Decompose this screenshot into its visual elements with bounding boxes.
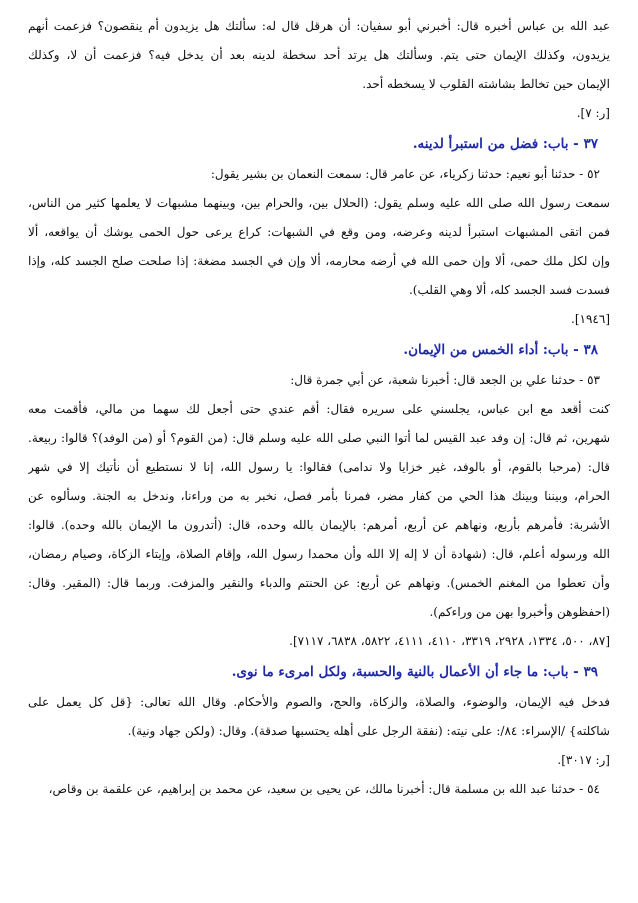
text-line: الأشربة: فأمرهم بأربع، ونهاهم عن أربع، أمرهم: بالإيمان بالله وحده، قال: (أتدرون ما الإيمان بالله وحده). قالوا: xyxy=(28,518,610,532)
chapter-heading-37: ٣٧ - باب: فضل من استبرأ لدينه. xyxy=(412,136,598,152)
hadith-chain: ٥٢ - حدثنا أبو نعيم: حدثنا زكرياء، عن عامر قال: سمعت النعمان بن بشير يقول: xyxy=(210,167,600,181)
hadith-chain: ٥٤ - حدثنا عبد الله بن مسلمة قال: أخبرنا مالك، عن يحيى بن سعيد، عن محمد بن إبراهيم، عن علقمة بن وقاص، xyxy=(48,782,600,796)
text-line: فمن اتقى المشبهات استبرأ لدينه وعرضه، ومن وقع في الشبهات: كراع يرعى حول الحمى يوشك أن يواقعه، ألا xyxy=(28,225,610,239)
text-line: الله ورسوله أعلم، قال: (شهادة أن لا إله إلا الله وأن محمدا رسول الله، وإقام الصلاة، وإيتاء الزكاة، وصيام رمضان، xyxy=(28,547,610,561)
text-line: قال: (مرحبا بالقوم، أو بالوفد، غير خزايا ولا ندامى) فقالوا: يا رسول الله، إنا لا نستطيع أن نأتيك إلا في شهر xyxy=(28,460,610,474)
text-line: شهرين، ثم قال: إن وفد عبد القيس لما أتوا النبي صلى الله عليه وسلم قال: (من القوم؟ أو (من الوفد)؟ قالوا: ربيعة. xyxy=(28,431,610,445)
chapter-heading-39: ٣٩ - باب: ما جاء أن الأعمال بالنية والحسبة، ولكل امرىء ما نوى. xyxy=(231,664,598,680)
text-line: الحرام، وبيننا وبينك هذا الحي من كفار مضر، فمرنا بأمر فصل، نخبر به من وراءنا، وندخل به الجنة. وسألوه عن xyxy=(28,489,610,503)
text-line: وأن تعطوا من المغنم الخمس). ونهاهم عن أربع: عن الحنتم والدباء والنقير والمزفت. وربما قال: (المقير. وقال: xyxy=(28,576,610,590)
hadith-chain: ٥٣ - حدثنا علي بن الجعد قال: أخبرنا شعبة، عن أبي جمرة قال: xyxy=(290,373,600,387)
text-line: فدخل فيه الإيمان، والوضوء، والصلاة، والزكاة، والحج، والصوم والأحكام. وقال الله تعالى: {قل كل يعمل على xyxy=(28,695,610,709)
text-line: (احفظوهن وأخبروا بهن من وراءكم). xyxy=(429,605,610,619)
text-line: كنت أقعد مع ابن عباس، يجلسني على سريره فقال: أقم عندي حتى أجعل لك سهما من مالي، فأقمت معه xyxy=(28,402,610,416)
text-line: الإيمان حين تخالط بشاشته القلوب لا يسخطه أحد. xyxy=(362,77,610,91)
cross-reference: [١٩٤٦]. xyxy=(571,312,610,326)
text-line: فسدت فسد الجسد كله، ألا وهي القلب). xyxy=(408,283,610,297)
text-line: سمعت رسول الله صلى الله عليه وسلم يقول: (الحلال بين، والحرام بين، وبينهما مشبهات لا يعلمها كثير من الناس، xyxy=(28,196,610,210)
chapter-heading-38: ٣٨ - باب: أداء الخمس من الإيمان. xyxy=(403,342,598,358)
text-line: عبد الله بن عباس أخبره قال: أخبرني أبو سفيان: أن هرقل قال له: سألتك هل يزيدون أم ينقصون؟ فزعمت أنهم xyxy=(28,19,610,33)
cross-reference: [ر: ٣٠١٧]. xyxy=(557,753,610,767)
text-line: شاكلته} /الإسراء: ٨٤/: على نيته: (نفقة الرجل على أهله يحتسبها صدقة). وقال: (ولكن جهاد ونية). xyxy=(127,724,610,738)
document-page xyxy=(28,12,610,804)
text-line: يزيدون، وكذلك الإيمان حتى يتم. وسألتك هل يرتد أحد سخطة لدينه بعد أن يدخل فيه؟ فزعمت أن لا، وكذلك xyxy=(28,48,610,62)
cross-reference: [٨٧، ٥٠٠، ١٣٣٤، ٢٩٢٨، ٣٣١٩، ٤١١٠، ٤١١١، ٥٨٢٢، ٦٨٣٨، ٧١١٧]. xyxy=(289,634,610,648)
cross-reference: [ر: ٧]. xyxy=(576,106,610,120)
text-line: وإن لكل ملك حمى، ألا وإن حمى الله في أرضه محارمه، ألا وإن في الجسد مضغة: إذا صلحت صلح الجسد كله، وإذا xyxy=(28,254,610,268)
